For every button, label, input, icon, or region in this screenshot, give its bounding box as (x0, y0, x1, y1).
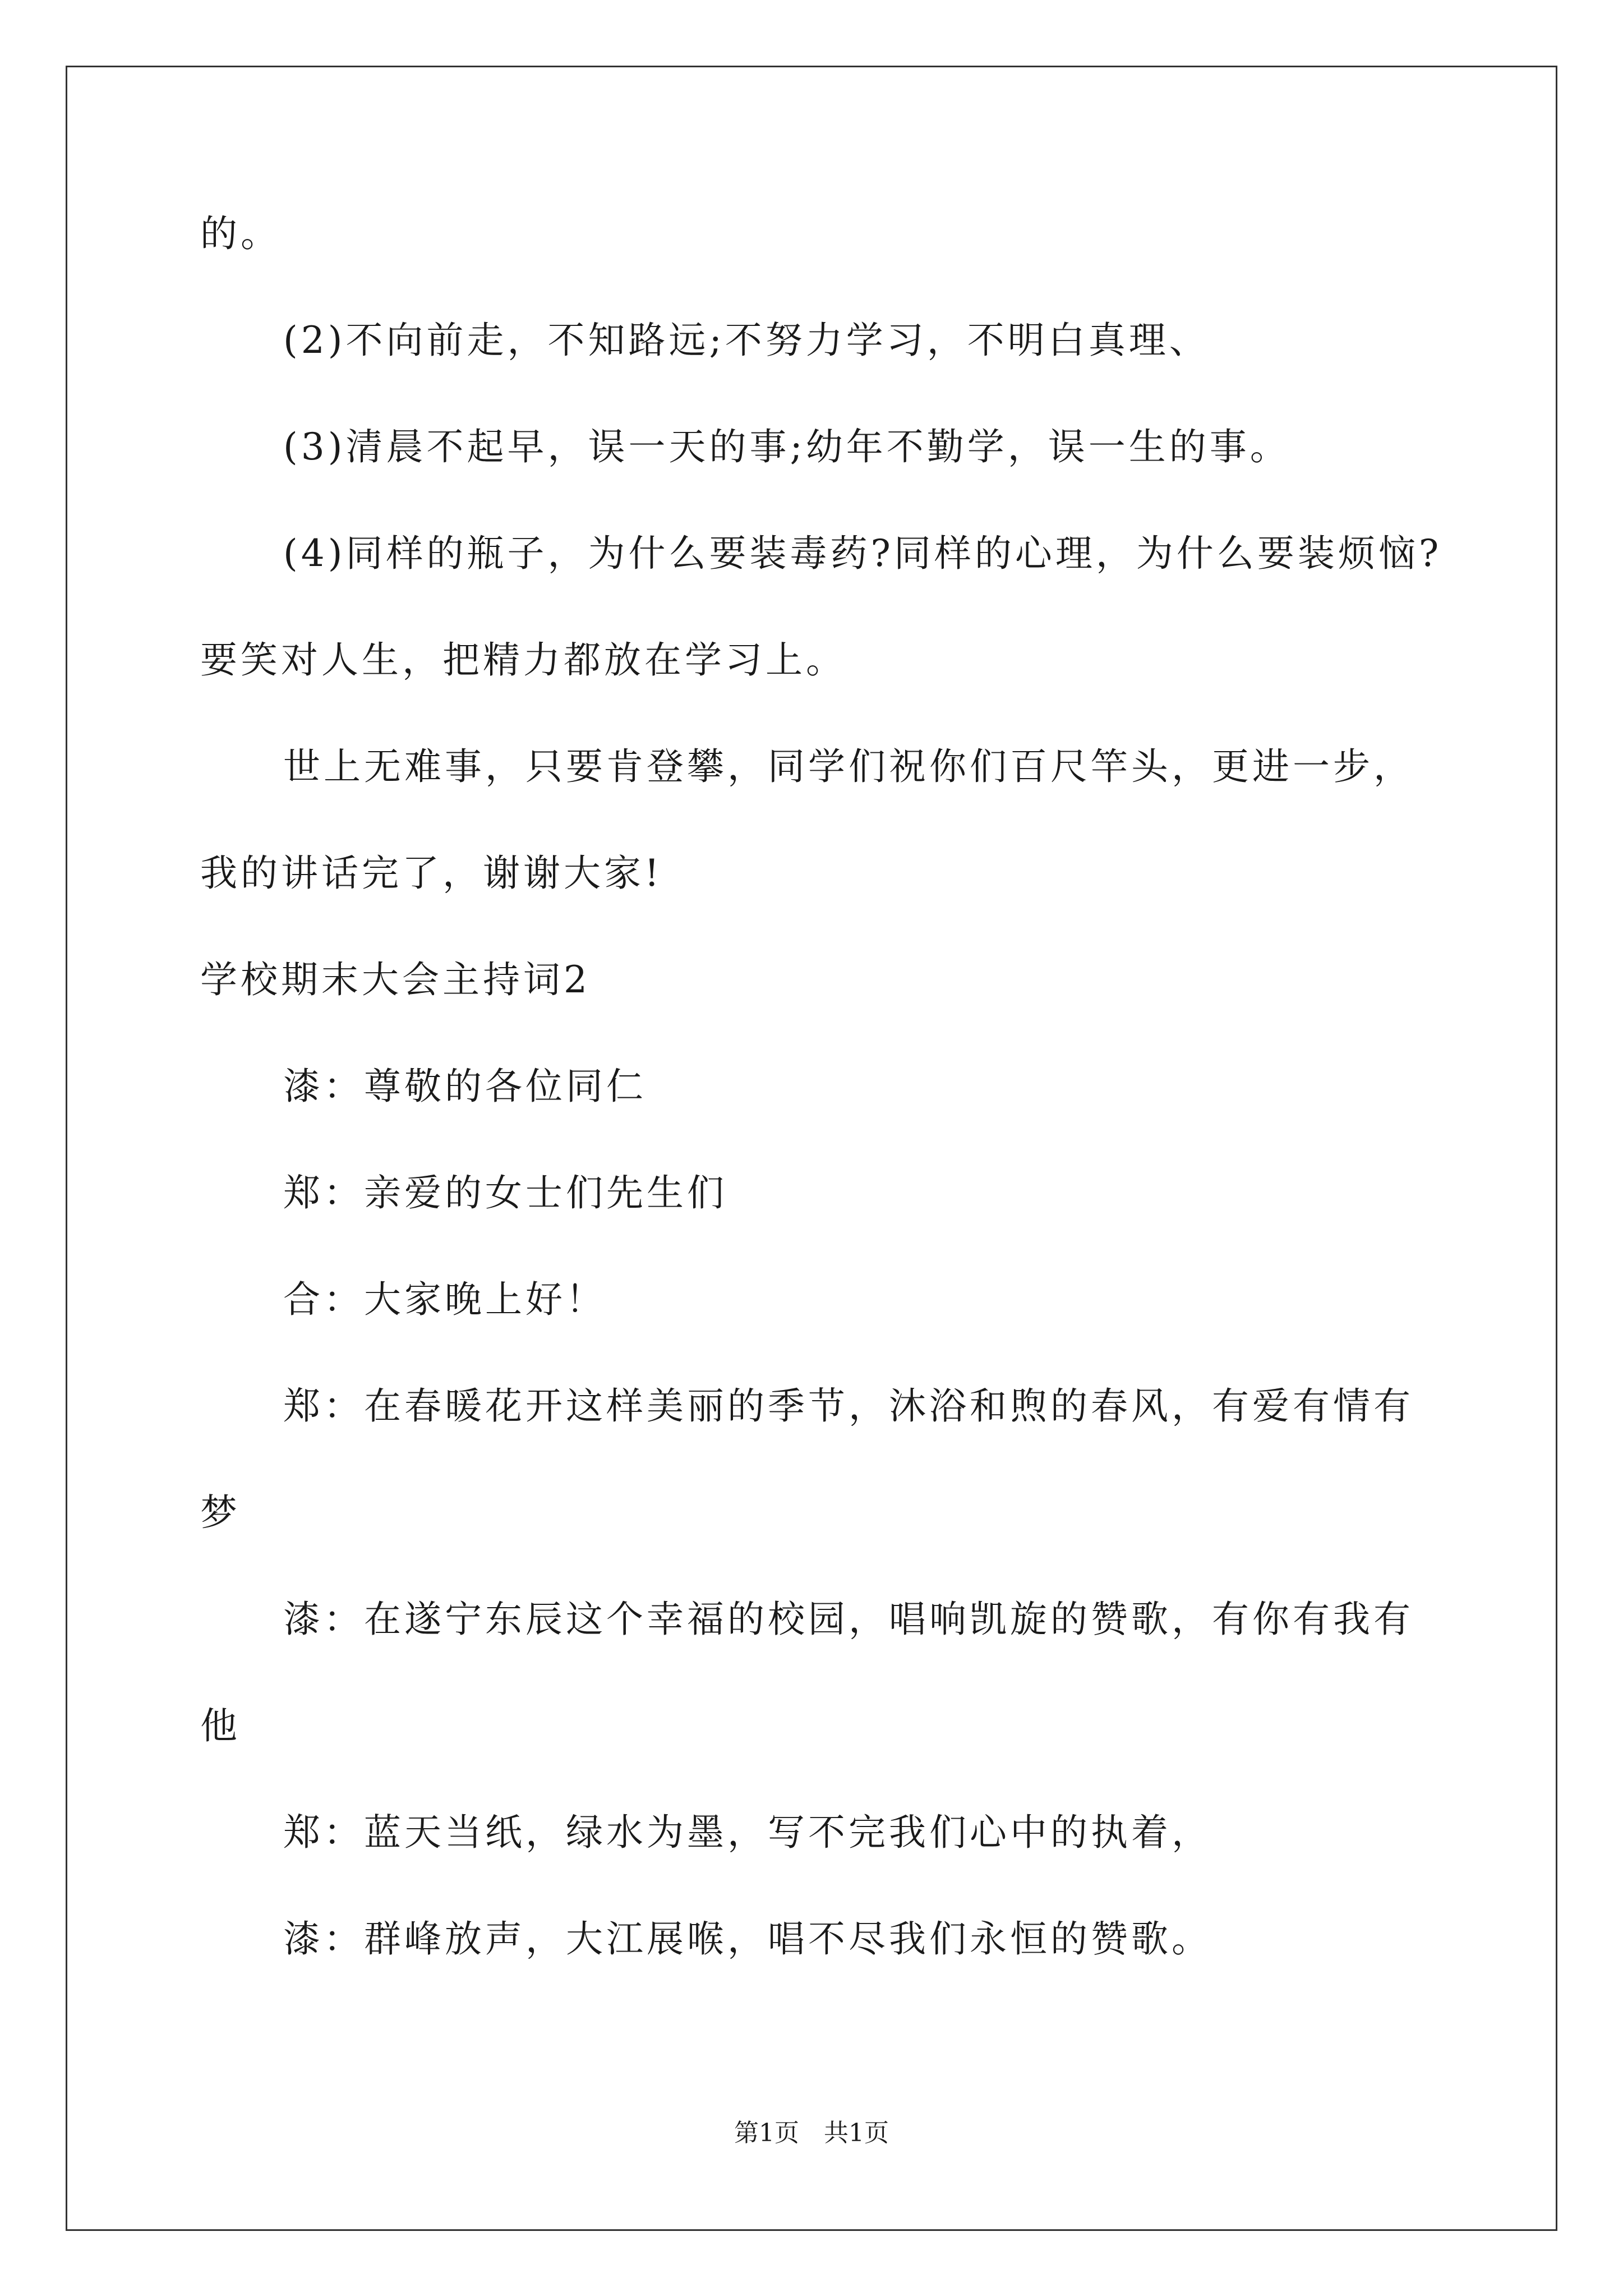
text-line: 郑：蓝天当纸，绿水为墨，写不完我们心中的执着， (283, 1811, 1212, 1854)
section-heading: 学校期末大会主持词2 (200, 958, 591, 1001)
text-line: (4)同样的瓶子，为什么要装毒药?同样的心理，为什么要装烦恼? (283, 532, 1442, 575)
text-line: 的。 (200, 212, 281, 255)
text-line: 漆：群峰放声，大江展喉，唱不尽我们永恒的赞歌。 (283, 1917, 1212, 1961)
text-line: 要笑对人生，把精力都放在学习上。 (200, 638, 846, 682)
page-footer: 第1页 共1页 (734, 2119, 889, 2147)
text-line: 他 (200, 1704, 241, 1747)
text-line: 郑：在春暖花开这样美丽的季节，沐浴和煦的春风，有爱有情有 (283, 1384, 1414, 1428)
text-line: 我的讲话完了，谢谢大家! (200, 852, 663, 895)
text-line: 世上无难事，只要肯登攀，同学们祝你们百尺竿头，更进一步， (283, 745, 1414, 788)
text-line: (2)不向前走，不知路远;不努力学习，不明白真理、 (283, 319, 1210, 362)
text-line: 合：大家晚上好！ (283, 1278, 606, 1321)
text-line: 郑：亲爱的女士们先生们 (283, 1171, 727, 1214)
text-line: 漆：在遂宁东辰这个幸福的校园，唱响凯旋的赞歌，有你有我有 (283, 1598, 1414, 1641)
text-line: 梦 (200, 1491, 241, 1534)
page-border (66, 66, 1557, 2231)
text-line: (3)清晨不起早，误一天的事;幼年不勤学，误一生的事。 (283, 425, 1290, 468)
text-line: 漆：尊敬的各位同仁 (283, 1065, 647, 1108)
